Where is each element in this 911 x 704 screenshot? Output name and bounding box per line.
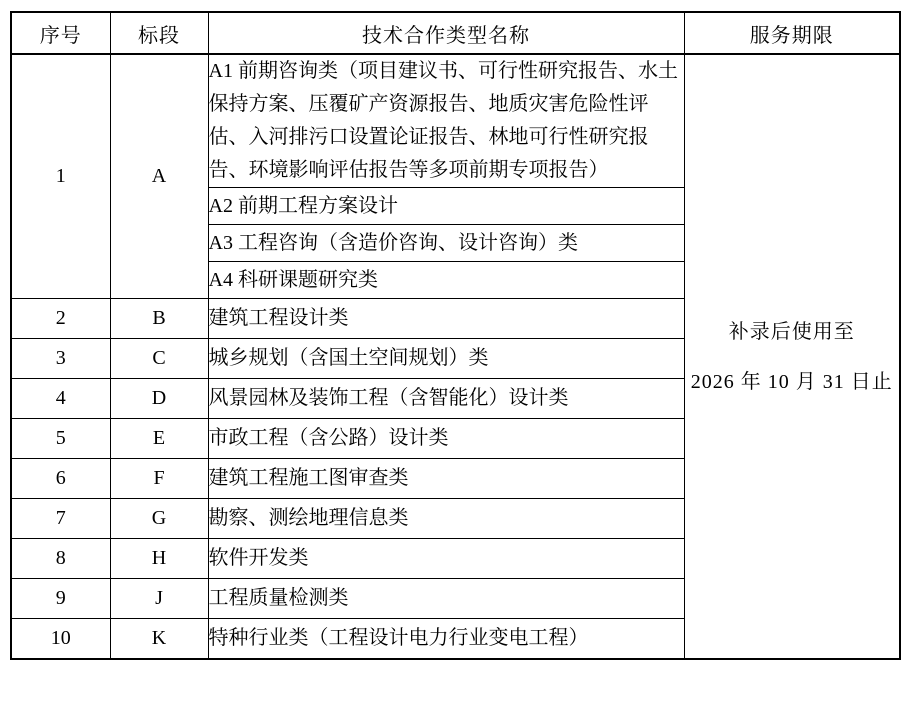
- cell-service-period: [684, 54, 900, 659]
- cell-type-a3: A3 工程咨询（含造价咨询、设计咨询）类: [208, 225, 684, 262]
- cell-seq: 9: [11, 579, 110, 619]
- cell-lot: G: [110, 499, 208, 539]
- cell-lot: H: [110, 539, 208, 579]
- cell-seq: 6: [11, 459, 110, 499]
- cell-lot: F: [110, 459, 208, 499]
- cell-lot: D: [110, 379, 208, 419]
- cell-seq: 3: [11, 339, 110, 379]
- cell-type: 勘察、测绘地理信息类: [208, 499, 684, 539]
- header-seq: 序号: [11, 12, 110, 54]
- table-row-group1: [11, 54, 900, 188]
- cell-type-a1: A1 前期咨询类（项目建议书、可行性研究报告、水土保持方案、压覆矿产资源报告、地质灾害危险性评估、入河排污口设置论证报告、林地可行性研究报告、环境影响评估报告等多项前期专项报告）: [208, 54, 684, 188]
- cell-type: 风景园林及装饰工程（含智能化）设计类: [208, 379, 684, 419]
- cell-type-a2: A2 前期工程方案设计: [208, 188, 684, 225]
- cell-lot: J: [110, 579, 208, 619]
- cell-type: 特种行业类（工程设计电力行业变电工程）: [208, 619, 684, 660]
- cell-type: 建筑工程设计类: [208, 299, 684, 339]
- cell-seq: 5: [11, 419, 110, 459]
- cell-type: 建筑工程施工图审查类: [208, 459, 684, 499]
- cell-lot: C: [110, 339, 208, 379]
- cell-type-a4: A4 科研课题研究类: [208, 262, 684, 299]
- cell-lot: E: [110, 419, 208, 459]
- cooperation-type-table: [10, 11, 901, 660]
- cell-type: 软件开发类: [208, 539, 684, 579]
- cell-lot: B: [110, 299, 208, 339]
- cell-seq: 7: [11, 499, 110, 539]
- cell-type: 城乡规划（含国土空间规划）类: [208, 339, 684, 379]
- service-period-line2: 2026 年 10 月 31 日止: [690, 370, 893, 393]
- header-row: [11, 12, 900, 54]
- service-period-line1: 补录后使用至: [728, 320, 855, 343]
- cell-seq: 8: [11, 539, 110, 579]
- cell-lot-a: A: [110, 54, 208, 299]
- header-type: 技术合作类型名称: [208, 12, 684, 54]
- cell-seq: 2: [11, 299, 110, 339]
- cell-type: 工程质量检测类: [208, 579, 684, 619]
- cell-seq: 4: [11, 379, 110, 419]
- cell-seq: 10: [11, 619, 110, 660]
- cell-type: 市政工程（含公路）设计类: [208, 419, 684, 459]
- cell-seq-1: 1: [11, 54, 110, 299]
- header-lot: 标段: [110, 12, 208, 54]
- header-period: 服务期限: [684, 12, 900, 54]
- cell-lot: K: [110, 619, 208, 660]
